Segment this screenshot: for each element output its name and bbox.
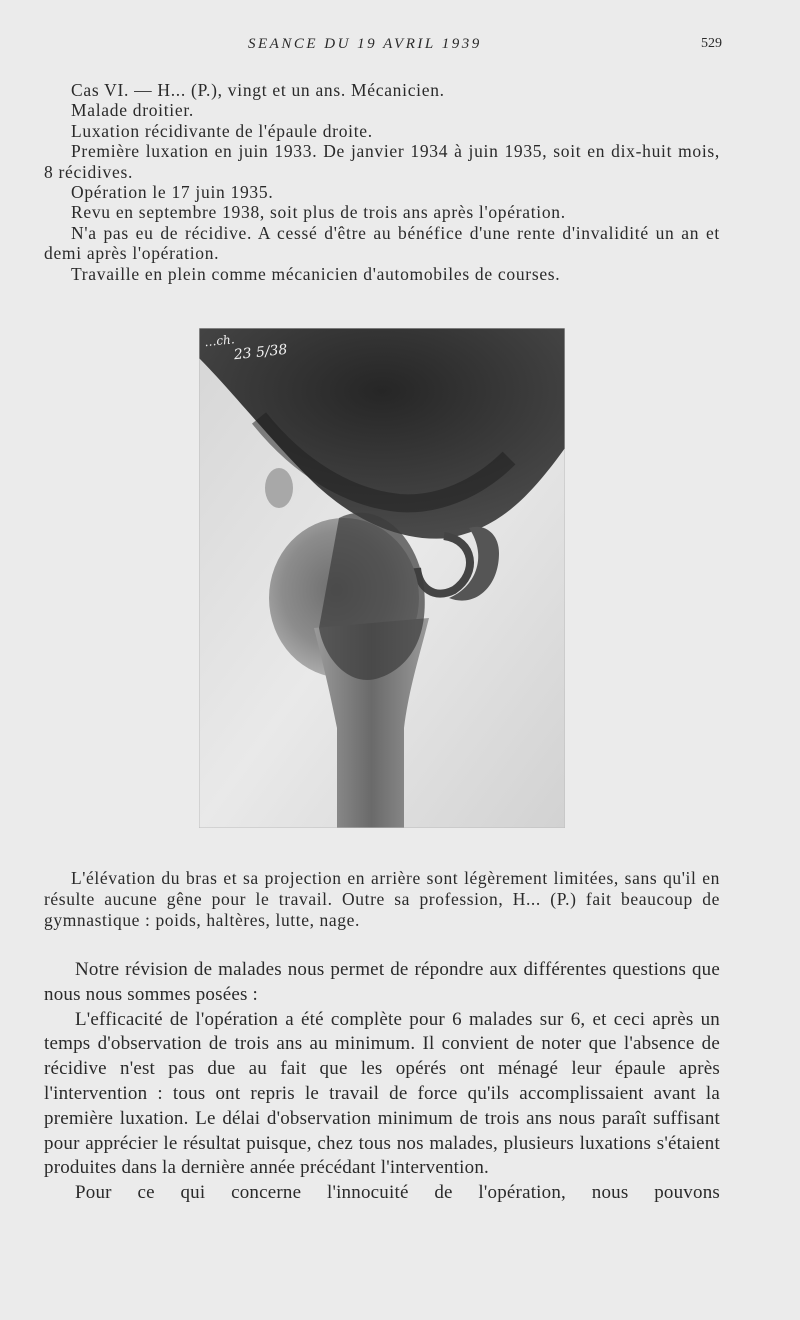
caption-text: L'élévation du bras et sa projection en arrière sont légèrement limitées, sans qu'il en résulte aucune gêne pour le travail. Outre sa profession, H... (P.) fait beaucoup de gymnastique : poids, haltères, lutte, nage. (44, 868, 720, 930)
paragraph: Notre révision de malades nous permet de répondre aux différentes questions que nous nous sommes posées : (44, 959, 720, 1005)
page-number: 529 (701, 36, 722, 51)
xray-image (199, 328, 565, 828)
body-text (44, 958, 720, 1206)
film-annotation-line: 23 5/38 (233, 341, 289, 364)
header-title: SEANCE DU 19 AVRIL 1939 (248, 36, 482, 52)
case-line: Luxation récidivante de l'épaule droite. (71, 120, 373, 141)
running-header (0, 36, 800, 58)
case-line: Première luxation en juin 1933. De janvier 1934 à juin 1935, soit en dix-huit mois, 8 récidives. (44, 141, 720, 182)
case-line: Malade droitier. (71, 100, 194, 121)
case-line: Revu en septembre 1938, soit plus de trois ans après l'opération. (71, 202, 566, 223)
case-line: Opération le 17 juin 1935. (71, 182, 274, 203)
case-line: Cas VI. — H... (P.), vingt et un ans. Mécanicien. (71, 80, 445, 100)
case-line: N'a pas eu de récidive. A cessé d'être au bénéfice d'une rente d'invalidité un an et demi après l'opération. (44, 222, 720, 264)
paragraph: L'efficacité de l'opération a été complète pour 6 malades sur 6, et ceci après un temps d'observation de trois ans au minimum. Il convient de noter que l'absence de récidive n'est pas due au fait que les opérés ont ménagé leur épaule après l'intervention : tous ont repris le travail de force qu'ils accomplissaient avant la première luxation. Le délai d'observation minimum de trois ans nous paraît suffisant pour apprécier le résultat puisque, chez tous nos malades, plusieurs luxations s'étaient produites dans la dernière année précédant l'intervention. (44, 1008, 720, 1179)
case-report (44, 80, 720, 284)
paragraph: Pour ce qui concerne l'innocuité de l'opération, nous pouvons (75, 1182, 720, 1204)
case-line: Travaille en plein comme mécanicien d'automobiles de courses. (71, 263, 561, 284)
xray-figure (199, 328, 565, 828)
figure-caption (44, 868, 720, 931)
film-annotation-line: …ch. (203, 332, 236, 350)
